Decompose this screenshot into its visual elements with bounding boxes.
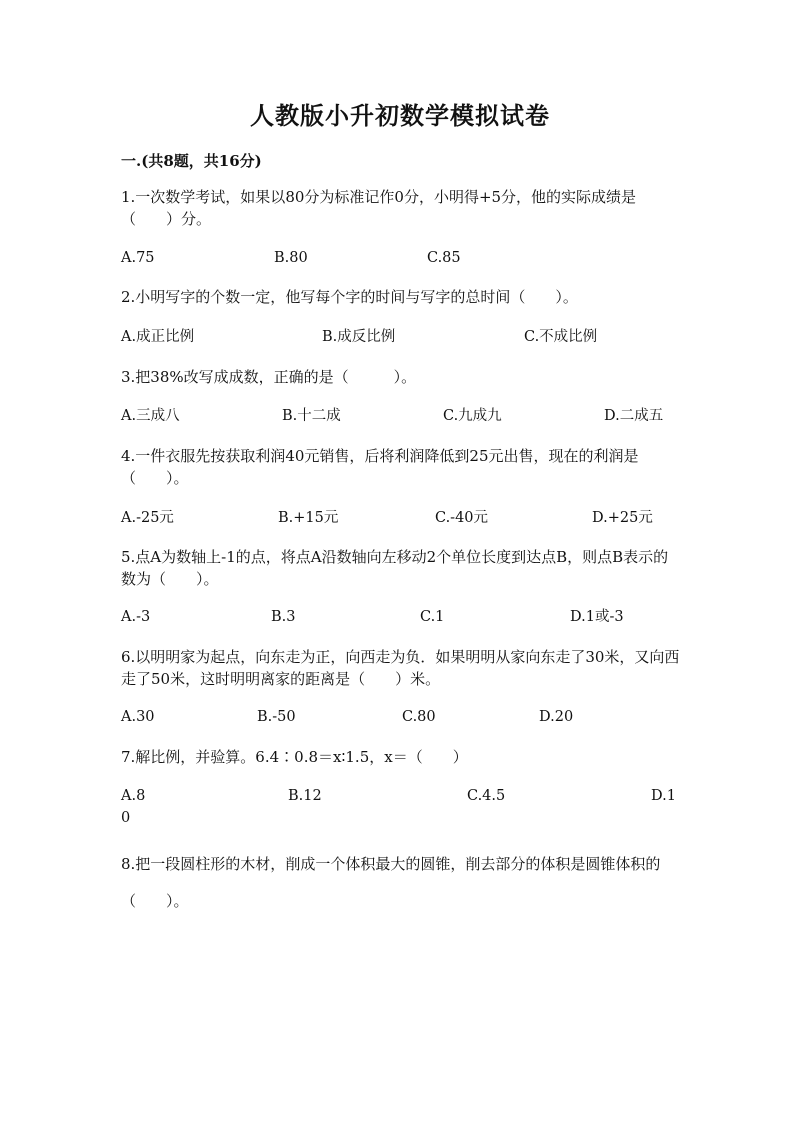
option-2b[interactable]: B.成反比例 [322,329,396,345]
option-2a[interactable]: A.成正比例 [121,329,195,345]
option-5c[interactable]: C.1 [420,609,445,625]
option-5d[interactable]: D.1或-3 [570,609,624,625]
options-3 [121,405,681,427]
option-7c[interactable]: C.4.5 [467,788,506,804]
question-5: 5.点A为数轴上-1的点，将点A沿数轴向左移动2个单位长度到达点B，则点B表示的数为（ ）。 [121,548,669,588]
options-4 [121,507,681,529]
option-4c[interactable]: C.-40元 [435,510,489,526]
option-6c[interactable]: C.80 [402,709,436,725]
option-4d[interactable]: D.+25元 [592,510,653,526]
section-heading: 一.(共8题，共16分) [121,152,262,170]
question-3: 3.把38%改写成成数，正确的是（ ）。 [121,368,417,386]
question-1: 1.一次数学考试，如果以80分为标准记作0分，小明得+5分，他的实际成绩是（ ）分。 [121,188,637,228]
option-7a[interactable]: A.8 [121,788,146,804]
option-6b[interactable]: B.-50 [257,709,296,725]
option-1a[interactable]: A.75 [121,250,155,266]
option-3d[interactable]: D.二成五 [604,408,664,424]
option-6d[interactable]: D.20 [539,709,574,725]
option-7d[interactable]: D.1 [651,788,676,804]
option-5a[interactable]: A.-3 [121,609,151,625]
page-title: 人教版小升初数学模拟试卷 [250,101,550,130]
options-7 [121,785,681,807]
question-6: 6.以明明家为起点，向东走为正，向西走为负．如果明明从家向东走了30米，又向西走了50米，这时明明离家的距离是（ ）米。 [121,648,680,688]
option-5b[interactable]: B.3 [271,609,296,625]
question-8: 8.把一段圆柱形的木材，削成一个体积最大的圆锥，削去部分的体积是圆锥体积的（ ）。 [121,855,661,910]
option-3c[interactable]: C.九成九 [443,408,502,424]
options-1 [121,247,681,269]
question-4: 4.一件衣服先按获取利润40元销售，后将利润降低到25元出售，现在的利润是（ ）。 [121,447,639,487]
option-4a[interactable]: A.-25元 [121,510,174,526]
option-6a[interactable]: A.30 [121,709,155,725]
option-7b[interactable]: B.12 [288,788,322,804]
options-5 [121,606,681,628]
option-1b[interactable]: B.80 [274,250,308,266]
options-2 [121,326,681,348]
option-2c[interactable]: C.不成比例 [524,329,598,345]
option-3a[interactable]: A.三成八 [121,408,180,424]
option-3b[interactable]: B.十二成 [282,408,341,424]
option-4b[interactable]: B.+15元 [278,510,339,526]
question-7: 7.解比例，并验算。6.4∶0.8＝x∶1.5，x＝（ ） [121,748,468,766]
options-6 [121,706,681,728]
option-1c[interactable]: C.85 [427,250,461,266]
question-2: 2.小明写字的个数一定，他写每个字的时间与写字的总时间（ ）。 [121,288,578,306]
option-7d-wrap: 0 [121,810,131,826]
